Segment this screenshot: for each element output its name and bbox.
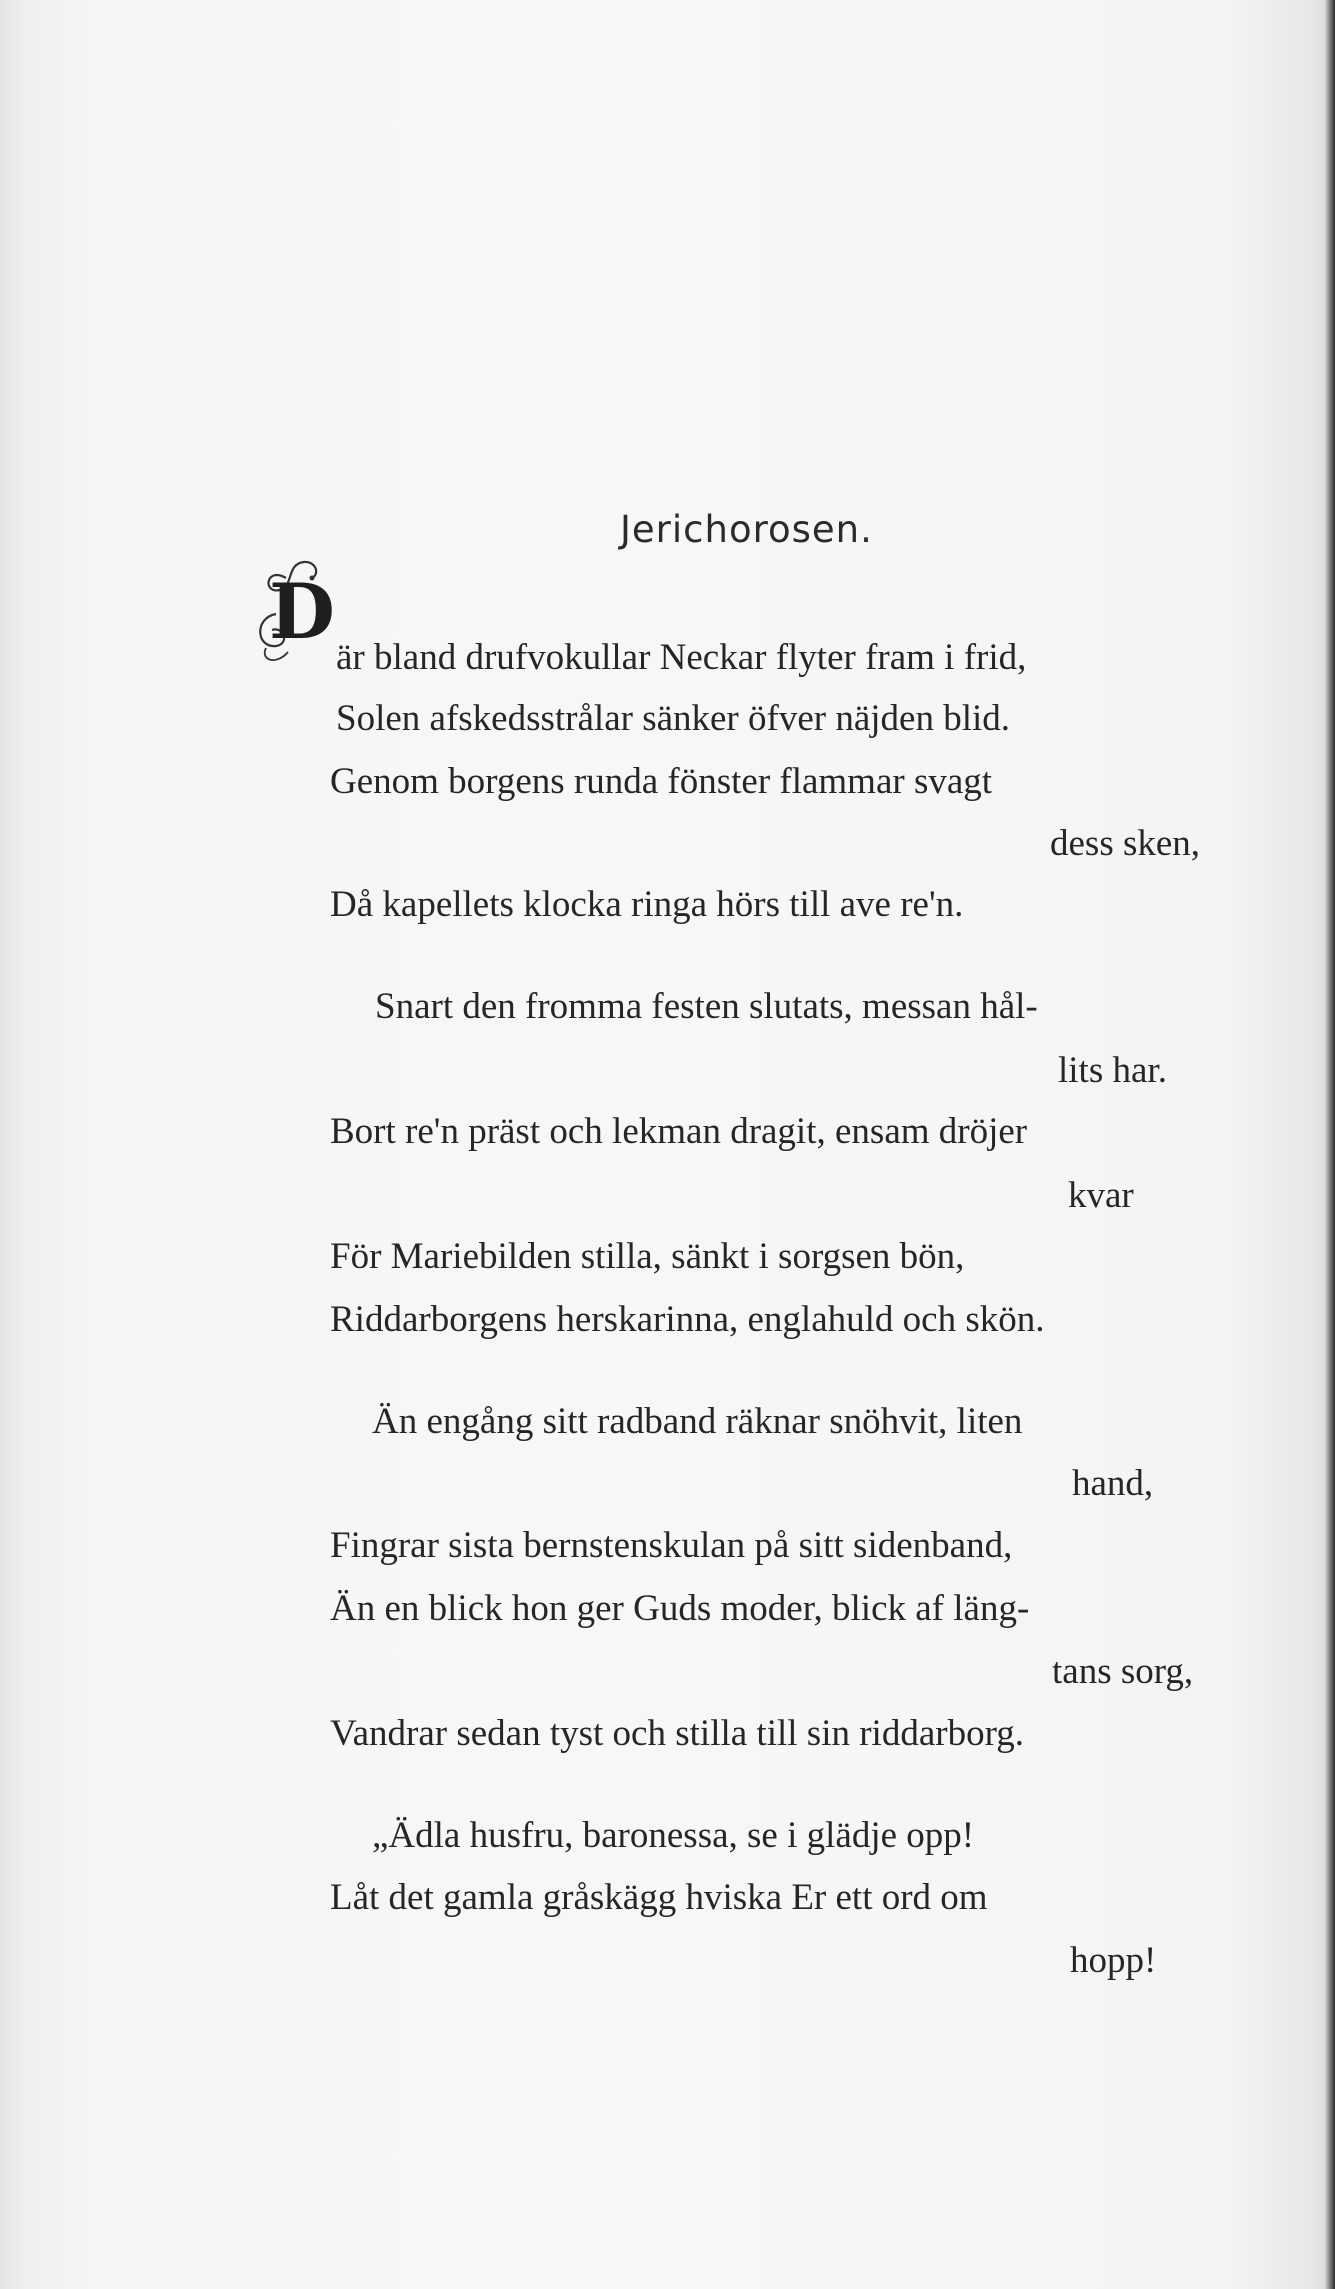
poem-line: Låt det gamla gråskägg hviska Er ett ord om <box>330 1877 988 1918</box>
poem-line: kvar <box>1068 1175 1134 1216</box>
poem-line: hand, <box>1072 1463 1154 1504</box>
poem-line: Bort re'n präst och lekman dragit, ensam dröjer <box>330 1111 1028 1152</box>
ornamental-initial <box>246 556 346 706</box>
poem-title: Jerichorosen. <box>620 508 873 551</box>
poem-line: Genom borgens runda fönster flammar svagt <box>330 761 993 802</box>
poem-line: Vandrar sedan tyst och stilla till sin riddarborg. <box>330 1713 1024 1754</box>
poem-line: Fingrar sista bernstenskulan på sitt sidenband, <box>330 1525 1013 1566</box>
poem-line: Då kapellets klocka ringa hörs till ave re'n. <box>330 884 964 925</box>
poem-line: Riddarborgens herskarinna, englahuld och skön. <box>330 1299 1045 1340</box>
initial-letter: D <box>269 567 335 656</box>
poem-line: Snart den fromma festen slutats, messan hål- <box>375 986 1038 1027</box>
poem-line: lits har. <box>1058 1050 1167 1091</box>
poem-line: Solen afskedsstrålar sänker öfver näjden blid. <box>336 698 1011 739</box>
poem-line: För Mariebilden stilla, sänkt i sorgsen bön, <box>330 1236 965 1277</box>
poem-line: Än en blick hon ger Guds moder, blick af läng- <box>330 1588 1030 1629</box>
poem-line: tans sorg, <box>1052 1651 1194 1692</box>
poem-line: hopp! <box>1070 1940 1157 1981</box>
poem-line: dess sken, <box>1050 823 1201 864</box>
page-edge-shadow <box>1325 0 1335 2289</box>
poem-line: Än engång sitt radband räknar snöhvit, liten <box>372 1401 1023 1442</box>
poem-line: „Ädla husfru, baronessa, se i glädje opp! <box>372 1815 975 1856</box>
poem-line: är bland drufvokullar Neckar flyter fram i frid, <box>336 637 1027 678</box>
